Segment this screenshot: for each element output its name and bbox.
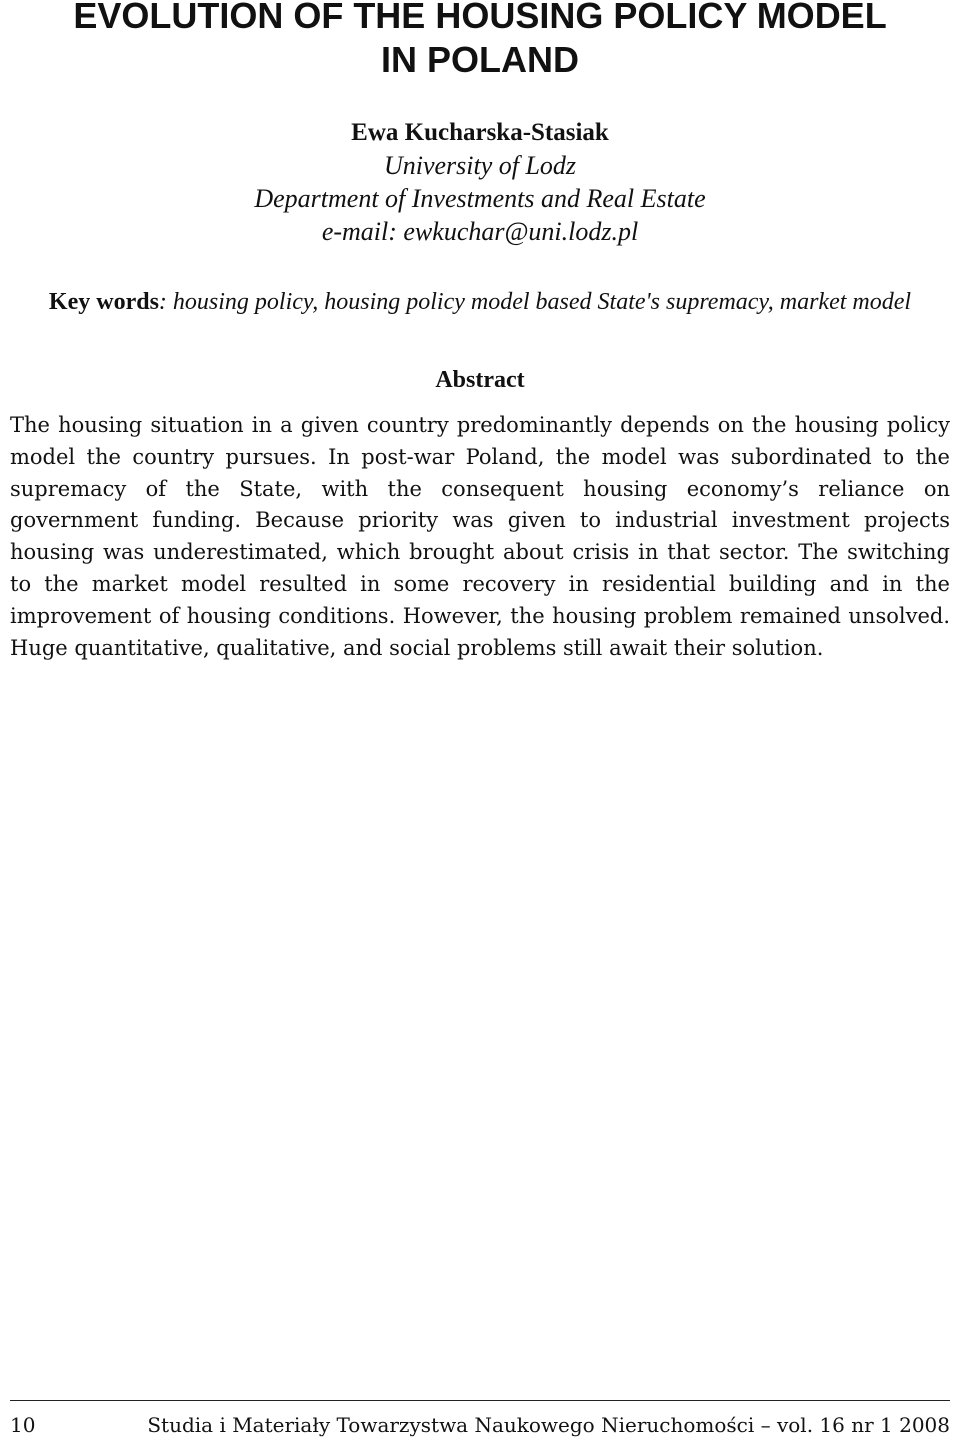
author-email: e-mail: ewkuchar@uni.lodz.pl (321, 217, 639, 246)
keywords-label: Key words (48, 289, 159, 315)
keywords-separator: : (158, 289, 173, 315)
abstract-body: The housing situation in a given country predominantly depends on the housing policy model the country pursues. In post-war Poland, the model was subordinated to the supremacy of the State, with the consequent housing economy’s reliance on government funding. Because priority was given to industrial investment projects housing was underestimated, which brought about crisis in that sector. The switching to the market model resulted in some recovery in residential building and in the improvement of housing conditions. However, the housing problem remained unsolved. Huge quantitative, qualitative, and social problems still await their solution. (10, 413, 950, 660)
author-name: Ewa Kucharska-Stasiak (351, 119, 609, 146)
abstract-heading: Abstract (435, 367, 525, 393)
footer-page-number: 10 (10, 1413, 36, 1437)
keywords-text: housing policy, housing policy model based State's supremacy, market model (172, 289, 912, 315)
author-university: University of Lodz (383, 151, 577, 180)
footer-journal-citation: Studia i Materiały Towarzystwa Naukowego Nieruchomości – vol. 16 nr 1 2008 (147, 1413, 950, 1437)
author-block (80, 116, 880, 248)
paper-title (40, 0, 920, 82)
paper-title-line-1: EVOLUTION OF THE HOUSING POLICY MODEL (73, 0, 887, 36)
paper-title-line-2: IN POLAND (381, 39, 579, 80)
footer-divider (10, 1400, 950, 1401)
author-department: Department of Investments and Real Estate (254, 184, 706, 213)
keywords (40, 286, 920, 318)
